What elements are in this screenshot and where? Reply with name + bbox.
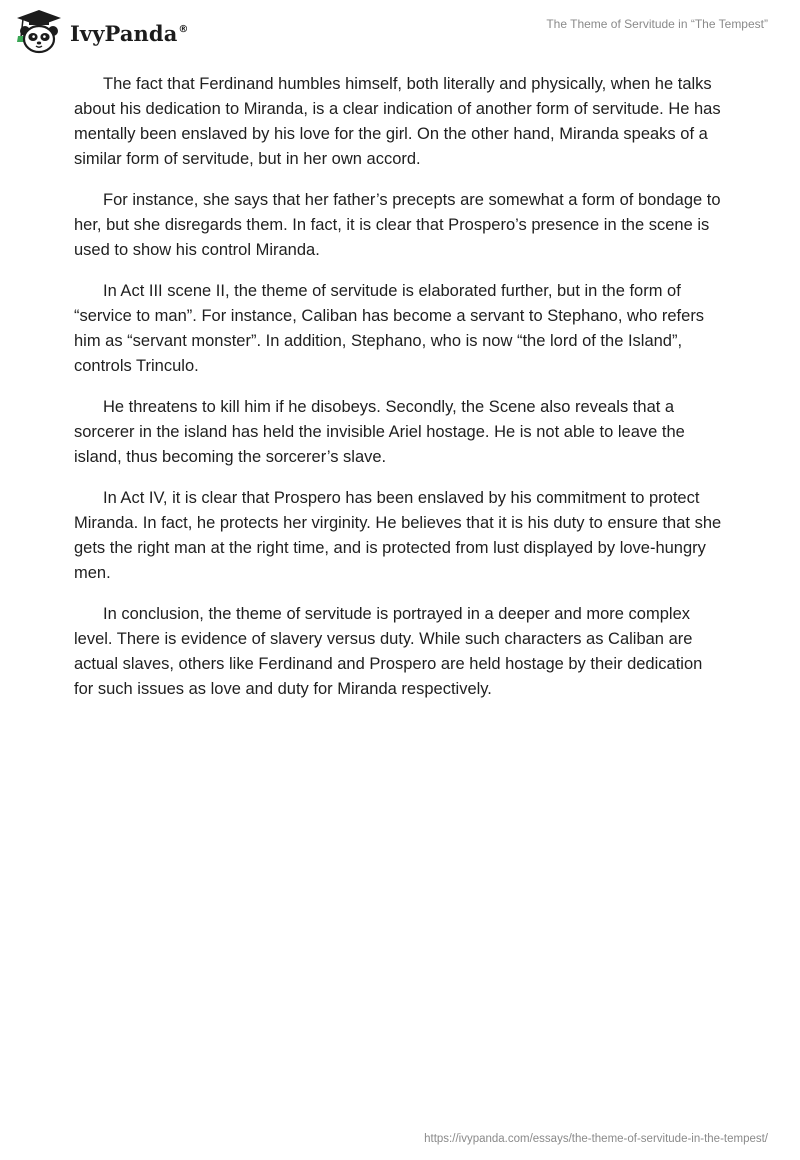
ivypanda-logo[interactable] [15, 8, 189, 56]
page-header [0, 0, 800, 60]
paragraph: In Act III scene II, the theme of servitude is elaborated further, but in the form of “service to man”. For instance, Caliban has become a servant to Stephano, who refers him as “servant monster”. In addition, Stephano, who is now “the lord of the Island”, controls Trinculo. [74, 282, 705, 375]
paragraph: He threatens to kill him if he disobeys. Secondly, the Scene also reveals that a sorcerer in the island has held the invisible Ariel hostage. He is not able to leave the island, thus becoming the sorcerer’s slave. [74, 398, 685, 466]
brand-name: IvyPanda® [70, 20, 189, 46]
document-title: The Theme of Servitude in “The Tempest” [546, 17, 768, 31]
registered-mark: ® [178, 23, 189, 35]
panda-graduation-cap-logo-icon [15, 9, 63, 55]
paragraph: In Act IV, it is clear that Prospero has been enslaved by his commitment to protect Miranda. In fact, he protects her virginity. He believes that it is his duty to ensure that she gets the right man at the right time, and is protected from lust displayed by love-hungry men. [74, 489, 722, 582]
paragraph: For instance, she says that her father’s precepts are somewhat a form of bondage to her, but she disregards them. In fact, it is clear that Prospero’s presence in the scene is used to show his control Miranda. [74, 191, 721, 259]
paragraph: The fact that Ferdinand humbles himself, both literally and physically, when he talks about his dedication to Miranda, is a clear indication of another form of servitude. He has mentally been enslaved by his love for the girl. On the other hand, Miranda speaks of a similar form of servitude, but in her own accord. [74, 75, 721, 168]
paragraph: In conclusion, the theme of servitude is portrayed in a deeper and more complex level. There is evidence of slavery versus duty. While such characters as Caliban are actual slaves, others like Ferdinand and Prospero are held hostage by their dedication for such issues as love and duty for Miranda respectively. [74, 605, 703, 698]
source-url[interactable]: https://ivypanda.com/essays/the-theme-of-servitude-in-the-tempest/ [424, 1133, 768, 1145]
essay-body [74, 72, 726, 718]
